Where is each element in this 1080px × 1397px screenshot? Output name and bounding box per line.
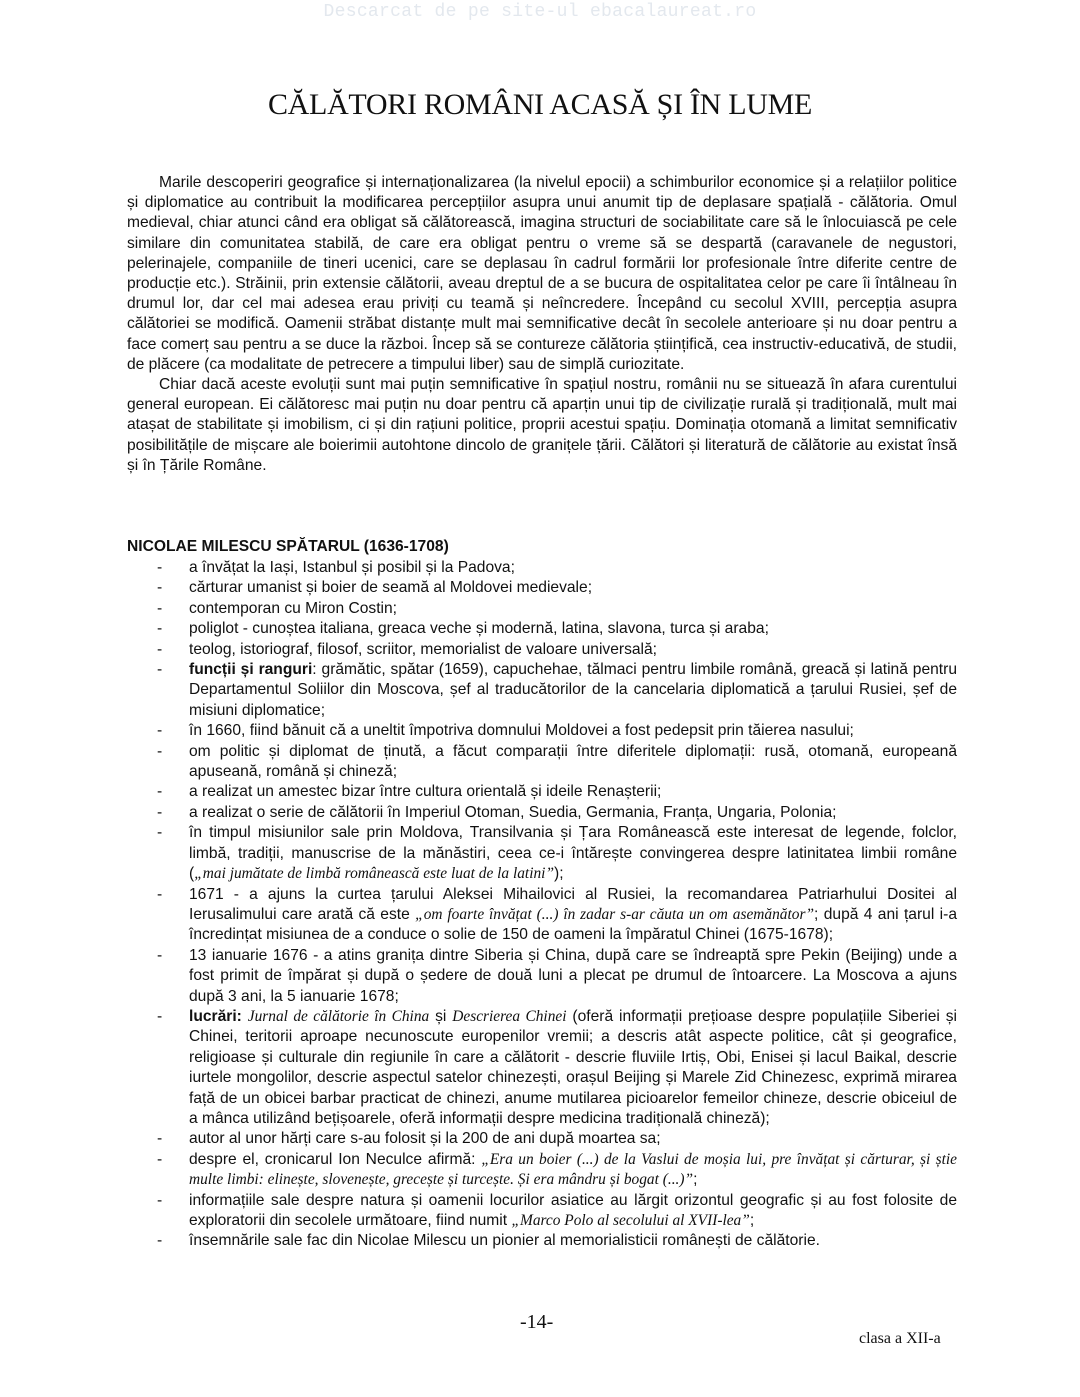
dash-bullet-icon: -	[157, 1130, 163, 1148]
quote: „Era un boier (...) de la Vaslui de moșia lui, pre învățat și cărturar, și știe multe limbi: elinește, slovenește, grecește și turcește. Și era mândru și bogat (...)”	[189, 1150, 957, 1189]
dash-bullet-icon: -	[157, 742, 163, 760]
list-item-text: (oferă informații prețioase despre populațiile Siberiei și Chinei, teritorii aproape necunoscute europenilor vremii; a descris atât aspecte politice, cât și geografice, religioase și culturale din regiunile în care a călătorit - descrie fluviile Irtiș, Obi, Enisei și lacul Baikal, descrie iurtele mongolilor, descrie aspectul satelor chinezești, orașul Beijing și Marele Zid Chinezesc, exprimă mirarea față de un obicei barbar practicat de chinezi, anume mutilarea picioarelor femeilor chineze, descrie obiceiul de a mânca utilizând bețișoarele, oferă informații despre medicina tradițională chineză);	[189, 1007, 957, 1127]
list-item-text: ;	[693, 1171, 698, 1189]
list-item-text: );	[554, 865, 564, 883]
list-item	[127, 660, 957, 721]
dash-bullet-icon: -	[157, 783, 163, 801]
list-item	[127, 640, 957, 660]
list-item	[127, 946, 957, 1007]
dash-bullet-icon: -	[157, 559, 163, 576]
dash-bullet-icon: -	[157, 620, 163, 638]
dash-bullet-icon: -	[157, 640, 163, 658]
list-item	[127, 823, 957, 884]
page-number: -14-	[520, 1311, 554, 1333]
page-title: CĂLĂTORI ROMÂNI ACASĂ ȘI ÎN LUME	[267, 88, 813, 121]
class-label: clasa a XII-a	[859, 1330, 941, 1347]
list-item-label: lucrări:	[189, 1007, 242, 1025]
list-item-text: autor al unor hărți care s-au folosit și la 200 de ani după moartea sa;	[189, 1130, 661, 1148]
dash-bullet-icon: -	[157, 661, 163, 679]
list-item-text: și	[429, 1007, 453, 1025]
dash-bullet-icon: -	[157, 1191, 163, 1209]
list-item	[127, 782, 957, 802]
list-item-text: poliglot - cunoștea italiana, greaca veche și modernă, latina, slavona, turca și araba;	[189, 620, 769, 638]
list-item	[127, 619, 957, 639]
list-item	[127, 1150, 957, 1191]
list-item	[127, 721, 957, 741]
dash-bullet-icon: -	[157, 1150, 163, 1168]
list-item-text: contemporan cu Miron Costin;	[189, 599, 398, 617]
dash-bullet-icon: -	[157, 599, 163, 617]
watermark: Descarcat de pe site-ul ebacalaureat.ro	[323, 2, 757, 22]
list-item-text: a realizat o serie de călătorii în Imperiul Otoman, Suedia, Germania, Franța, Ungaria, Polonia;	[189, 803, 837, 821]
dash-bullet-icon: -	[157, 824, 163, 842]
quote: „Marco Polo al secolului al XVII-lea”	[511, 1212, 750, 1229]
dash-bullet-icon: -	[157, 803, 163, 821]
list-item-text: ;	[749, 1212, 755, 1229]
dash-bullet-icon: -	[157, 1007, 163, 1025]
list-item-text: în timpul misiunilor sale prin Moldova, Transilvania și Țara Românească este interesat de legende, folclor, limbă, tradiții, manuscrise de la mănăstiri, ceea ce-i întărește convingerea despre latinitatea limbii române (	[189, 824, 957, 883]
section-heading: NICOLAE MILESCU SPĂTARUL (1636-1708)	[127, 538, 449, 555]
dash-bullet-icon: -	[157, 579, 163, 597]
quote: „om foarte învățat (...) în zadar s-ar căuta un om asemănător”	[415, 905, 815, 923]
list-item-text: 13 ianuarie 1676 - a atins granița dintre Siberia și China, după care se îndreaptă spre Pekin (Beijing) unde a fost primit de împărat și după o ședere de două luni a plecat pe drumul de întoarcere. La Moscova a ajuns după 3 ani, la 5 ianuarie 1678;	[189, 946, 957, 1005]
list-item-text: în 1660, fiind bănuit că a uneltit împotriva domnului Moldovei a fost pedepsit prin tăierea nasului;	[189, 722, 854, 740]
dash-bullet-icon: -	[157, 946, 163, 964]
intro-paragraph: Chiar dacă aceste evoluții sunt mai puțin semnificative în spațiul nostru, românii nu se situează în afara curentului general european. Ei călătoresc mai puțin nu doar pentru că aparțin unui tip de civilizație rurală și tradițională, mult mai atașat de stabilitate și imobilism, ci și din rațiuni politice, proprii acestui spațiu. Dominația otomană a limitat semnificativ posibilitățile de mișcare ale boierimii autohtone dincolo de granițele țării. Călători și literatură de călătorie au existat însă și în Țările Române.	[127, 376, 957, 474]
list-item-text: a realizat un amestec bizar între cultura orientală și ideile Renașterii;	[189, 783, 662, 801]
list-item-text: om politic și diplomat de ținută, a făcut comparații între diferitele diplomații: rusă, otomană, europeană apuseană, română și chineză;	[189, 742, 957, 781]
list-item-label: funcții și ranguri	[189, 661, 313, 679]
dash-bullet-icon: -	[157, 885, 163, 903]
list-item-text: cărturar umanist și boier de seamă al Moldovei medievale;	[189, 579, 593, 597]
bullet-list	[127, 558, 957, 1252]
list-item-text: despre el, cronicarul Ion Neculce afirmă:	[189, 1150, 482, 1168]
work-title: Descrierea Chinei	[452, 1007, 567, 1025]
list-item	[127, 742, 957, 783]
list-item	[127, 1191, 957, 1232]
work-title: Jurnal de călătorie în China	[247, 1007, 430, 1025]
list-item	[127, 1129, 957, 1149]
intro-paragraph: Marile descoperiri geografice și internaționalizarea (la nivelul epocii) a schimburilor economice și a relațiilor politice și diplomatice au contribuit la modificarea percepțiilor asupra unui anumit tip de deplasare spațială - călătoria. Omul medieval, chiar atunci când era obligat să călătorească, imagina structuri de sociabilitate care să le înlocuiască pe cele similare din comunitatea stabilă, de care era obligat pentru o vreme să se despartă (caravanele de negustori, pelerinajele, companiile de tineri ucenici, care se deplasau în cadrul formării lor profesionale între diferite centre de producție etc.). Străinii, prin extensie călătorii, aveau dreptul de a se bucura de ospitalitatea celor pe care îi întâlneau în drumul lor, dar cel mai adesea erau priviți cu teamă și neîncredere. Începând cu secolul XVIII, percepția asupra călătoriei se modifică. Oamenii străbat distanțe mult mai semnificative decât în secolele anterioare și nu doar pentru a face comerț sau pentru a se duce la război. Încep să se contureze călătoria științifică, cea instructiv-educativă, de studii, de plăcere (ca modalitate de petrecere a timpului liber) sau de simplă curiozitate.	[127, 174, 957, 373]
list-item-text: însemnările sale fac din Nicolae Milescu un pionier al memorialisticii românești de călătorie.	[189, 1232, 820, 1250]
list-item-text: a învățat la Iași, Istanbul și posibil și la Padova;	[189, 559, 515, 576]
list-item	[127, 578, 957, 598]
list-item	[127, 599, 957, 619]
quote: „mai jumătate de limbă românească este luat de la latini”	[194, 865, 555, 883]
list-item-text: informațiile sale despre natura și oamenii locurilor asiatice au lărgit orizontul geografic și au fost folosite de exploratorii din secolele următoare, fiind numit	[189, 1191, 957, 1229]
dash-bullet-icon: -	[157, 1232, 163, 1250]
list-item	[127, 885, 957, 946]
list-item-text: ; după 4 ani țarul i-a încredințat misiunea de a conduce o solie de 150 de oameni la împăratul Chinei (1675-1678);	[189, 905, 957, 944]
dash-bullet-icon: -	[157, 722, 163, 740]
list-item	[127, 558, 957, 578]
list-item	[127, 1231, 957, 1251]
list-item-text: : grămătic, spătar (1659), capuchehae, tălmaci pentru limbile română, greacă și latină pentru Departamentul Soliilor din Moscova, șef al traducătorilor de la cancelaria diplomatică a țarului Rusiei, șef de misiuni diplomatice;	[189, 661, 957, 719]
list-item	[127, 803, 957, 823]
list-item-text: teolog, istoriograf, filosof, scriitor, memorialist de valoare universală;	[189, 640, 658, 658]
intro-text	[127, 173, 957, 476]
list-item	[127, 1007, 957, 1129]
list-item-text: 1671 - a ajuns la curtea țarului Aleksei Mihailovici al Rusiei, la recomandarea Patriarhului Dositei al Ierusalimului care arată că este	[189, 885, 957, 923]
